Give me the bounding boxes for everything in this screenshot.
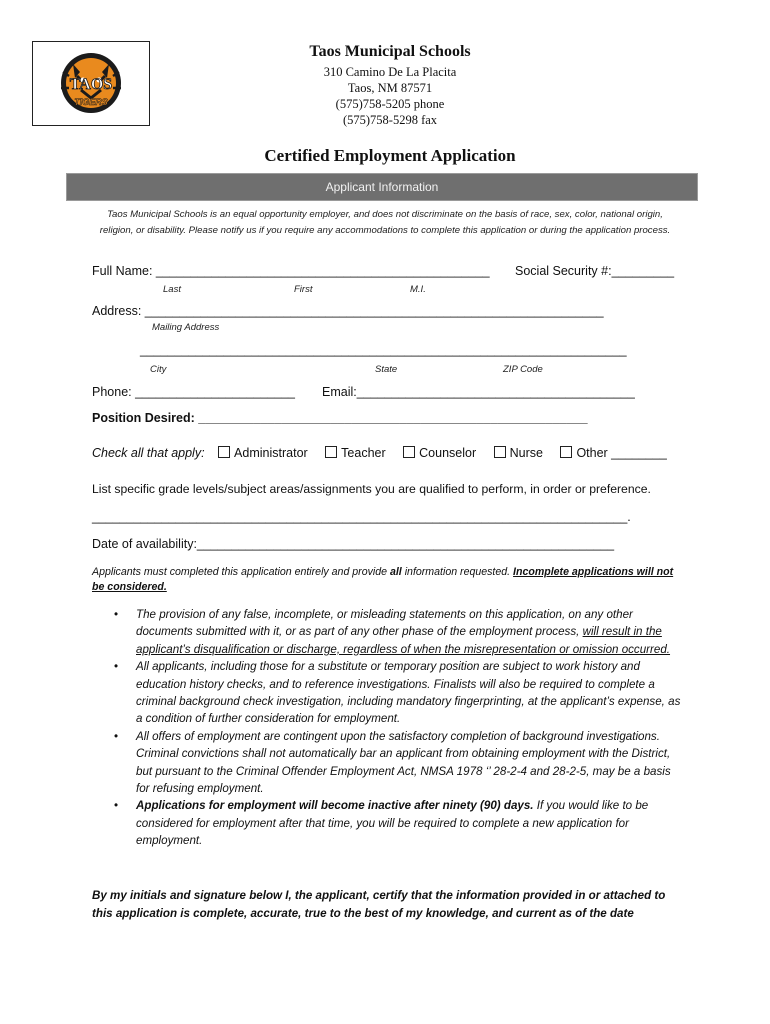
last-name-caption: Last — [163, 284, 181, 295]
zip-caption: ZIP Code — [503, 364, 543, 375]
grade-levels-prompt: List specific grade levels/subject areas/assignments you are qualified to perform, in order or preference. — [92, 482, 651, 496]
option-nurse[interactable]: Nurse — [494, 446, 543, 460]
svg-text:TAOS: TAOS — [69, 76, 113, 93]
form-title: Certified Employment Application — [264, 146, 516, 165]
option-teacher[interactable]: Teacher — [325, 446, 385, 460]
option-other[interactable]: Other ________ — [560, 446, 666, 460]
completion-warning: Applicants must completed this application entirely and provide all information requested. Incomplete applications will not be considered. — [92, 566, 674, 593]
state-caption: State — [375, 364, 398, 375]
fax-number: (575)758-5298 fax — [342, 113, 438, 127]
svg-text:TIGERS: TIGERS — [74, 97, 108, 107]
option-counselor[interactable]: Counselor — [403, 446, 476, 460]
position-checkbox-row — [92, 446, 667, 460]
bullet-icon: • — [114, 729, 119, 743]
address-field[interactable]: Address: __________________________________________________________________ — [92, 304, 604, 318]
check-all-label: Check all that apply: — [92, 446, 205, 460]
eeo-notice: Taos Municipal Schools is an equal opportunity employer, and does not discriminate on the basis of race, sex, color, national origin, religion, or disability. Please notify us if you require any accommodations to complete this application or during the application process. — [99, 209, 671, 236]
bullet-icon: • — [114, 608, 119, 621]
address-city: Taos, NM 87571 — [347, 81, 433, 95]
phone-field[interactable]: Phone: _______________________ — [92, 385, 295, 399]
phone-number: (575)758-5205 phone — [335, 97, 445, 111]
terms-list — [92, 606, 684, 850]
ssn-field[interactable]: Social Security #:_________ — [515, 264, 675, 278]
city-caption: City — [150, 364, 167, 375]
grade-levels-field[interactable]: _____________________________________________________________________________. — [92, 510, 631, 524]
certification-statement: By my initials and signature below I, the applicant, certify that the information provided in or attached to this application is complete, accurate, true to the best of my knowledge, and current as of the date — [92, 889, 666, 920]
school-logo — [32, 41, 150, 126]
option-administrator[interactable]: Administrator — [218, 446, 308, 460]
section-header-applicant-information: Applicant Information — [66, 173, 698, 201]
school-name: Taos Municipal Schools — [309, 43, 471, 60]
list-item: • The provision of any false, incomplete, or misleading statements on this application, on any other documents submitted with it, or as part of any other phase of the employment process, will result in the applicant’s disqualification or discharge, regardless of when the misrepresentation or omission occurred. — [114, 608, 671, 656]
full-name-field[interactable]: Full Name: ________________________________________________ — [92, 264, 490, 278]
middle-initial-caption: M.I. — [410, 284, 426, 295]
email-field[interactable]: Email:________________________________________ — [322, 385, 635, 399]
tiger-logo-icon — [33, 42, 149, 125]
checkbox-icon[interactable] — [403, 446, 415, 458]
mailing-address-caption: Mailing Address — [152, 322, 220, 333]
city-state-zip-field[interactable]: ______________________________________________________________________ — [140, 343, 627, 357]
availability-field[interactable]: Date of availability:____________________________________________________________ — [92, 537, 615, 551]
address-street: 310 Camino De La Placita — [323, 65, 457, 79]
list-item: • All offers of employment are contingent upon the satisfactory completion of background investigations. Criminal convictions shall not automatically bar an applicant from obtaining employment with the District, but pursuant to the Criminal Offender Employment Act, NMSA 1978 ‘’ 28-2-4 and 28-2-5, may be a basis for refusing employment. — [114, 729, 671, 796]
bullet-icon: • — [114, 799, 119, 813]
first-name-caption: First — [294, 284, 313, 295]
checkbox-icon[interactable] — [494, 446, 506, 458]
checkbox-icon[interactable] — [325, 446, 337, 458]
checkbox-icon[interactable] — [560, 446, 572, 458]
list-item: • All applicants, including those for a substitute or temporary position are subject to work history and education history checks, and to reference investigations. Finalists will also be required to complete a criminal background check investigation, including mandatory fingerprinting, at the applicant’s expense, as a condition of further consideration for employment. — [114, 660, 681, 726]
bullet-icon: • — [114, 660, 119, 674]
list-item: • Applications for employment will become inactive after ninety (90) days. If you would like to be considered for employment after that time, you will be required to complete a new application for employment. — [114, 799, 649, 848]
position-desired-field[interactable]: Position Desired: ________________________________________________________ — [92, 411, 588, 425]
checkbox-icon[interactable] — [218, 446, 230, 458]
